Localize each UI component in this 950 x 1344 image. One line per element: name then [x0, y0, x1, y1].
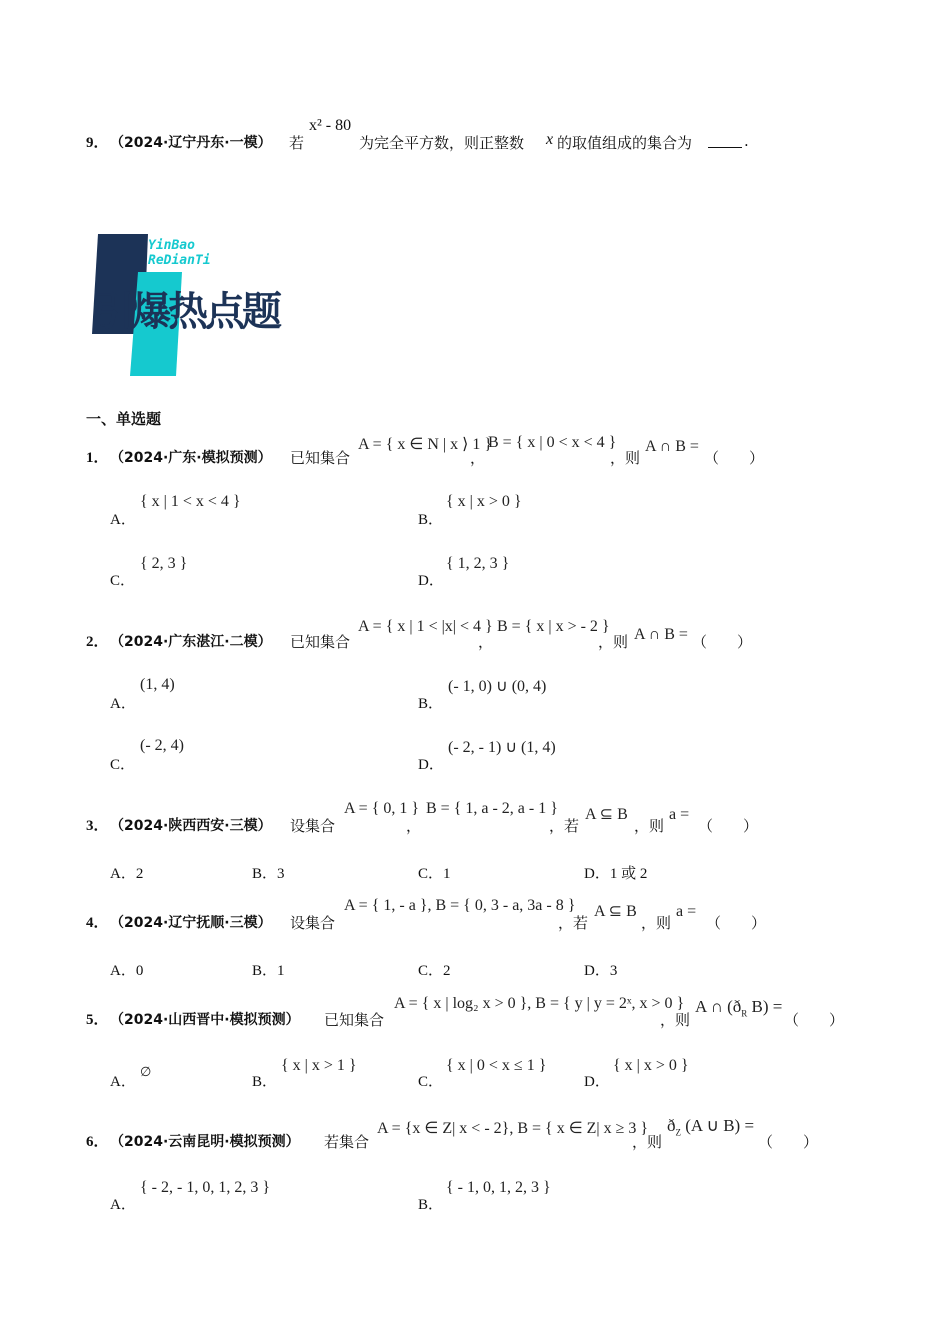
condition: A ⊆ B	[585, 806, 628, 823]
option-value: 0	[135, 963, 144, 979]
answer-paren: （ ）	[692, 633, 753, 651]
banner-pinyin-line1: YinBao	[148, 238, 195, 253]
set-list: A = { x | log₂ x > 0 }, B = { y | y = 2ˣ, x > 0 }	[394, 995, 685, 1012]
option-value: 1	[443, 866, 451, 882]
set-a: A = { x | 1 < |x| < 4 }	[358, 618, 493, 635]
answer-paren: （ ）	[706, 914, 767, 932]
question-text: 已知集合	[290, 633, 351, 651]
option-a	[110, 959, 143, 980]
question-text: ，则	[641, 914, 672, 932]
option-b	[252, 959, 285, 980]
option-label: A．	[110, 1197, 136, 1213]
question-source: （2024·山西晋中·模拟预测）	[110, 1012, 300, 1028]
question-text: ，则	[598, 633, 629, 651]
answer-paren: （ ）	[698, 817, 759, 835]
option-value: (- 1, 0) ∪ (0, 4)	[448, 678, 547, 695]
ask-part: (A ∪ B) =	[681, 1116, 755, 1135]
option-value: 1 或 2	[609, 866, 648, 882]
answer-blank	[708, 134, 742, 152]
question-text: 设集合	[290, 914, 336, 932]
question-ask: A ∩ B =	[645, 438, 699, 455]
ask-subscript: Z	[675, 1127, 681, 1138]
option-value: { 2, 3 }	[140, 555, 188, 572]
option-value: (1, 4)	[140, 676, 175, 693]
option-value: 2	[135, 866, 144, 882]
set-list: A = { 1, - a }, B = { 0, 3 - a, 3a - 8 }	[344, 897, 576, 914]
option-label: B．	[252, 1074, 278, 1090]
option-label: C．	[418, 1074, 444, 1090]
question-text: 为完全平方数，则正整数	[359, 134, 525, 152]
banner-pinyin	[148, 238, 211, 268]
option-value: 1	[277, 963, 285, 979]
question-ask: a =	[669, 806, 690, 823]
question-end: .	[744, 132, 749, 150]
question-number: 1．	[86, 450, 109, 466]
math-variable: x	[546, 131, 554, 148]
option-value: (- 2, 4)	[140, 737, 184, 754]
option-label: C．	[110, 757, 136, 773]
section-heading: 一、单选题	[86, 410, 162, 428]
option-value: { x | 1 < x < 4 }	[140, 493, 241, 510]
answer-paren: （ ）	[704, 449, 765, 467]
option-value: { x | x > 0 }	[613, 1057, 689, 1074]
question-text: 若	[289, 134, 305, 152]
option-label: B．	[252, 963, 278, 979]
option-value: { - 1, 0, 1, 2, 3 }	[446, 1179, 551, 1196]
condition: A ⊆ B	[594, 903, 637, 920]
question-text: 若集合	[324, 1133, 370, 1151]
answer-paren: （ ）	[784, 1011, 845, 1029]
option-label: B．	[418, 512, 444, 528]
math-expression: x² - 80	[309, 117, 352, 134]
option-a	[110, 862, 143, 883]
question-ask: a =	[676, 903, 697, 920]
answer-paren: （ ）	[758, 1133, 819, 1151]
question-text: 已知集合	[324, 1011, 385, 1029]
question-ask: A ∩ B =	[634, 626, 688, 643]
option-value: (- 2, - 1) ∪ (1, 4)	[448, 739, 556, 756]
option-label: A．	[110, 963, 136, 979]
set-list: A = {x ∈ Z| x < - 2}, B = { x ∈ Z| x ≥ 3 }	[377, 1120, 649, 1137]
ask-subscript: R	[741, 1008, 748, 1019]
question-text: ，则	[632, 1133, 663, 1151]
option-d	[584, 862, 647, 883]
option-label: D．	[584, 866, 610, 882]
section-banner	[92, 234, 332, 376]
set-b: B = { x | 0 < x < 4 }	[488, 434, 617, 451]
option-value: { x | x > 0 }	[446, 493, 522, 510]
question-number: 2．	[86, 634, 109, 650]
option-value: 3	[277, 866, 285, 882]
question-text: ，则	[634, 817, 665, 835]
question-number: 3．	[86, 818, 109, 834]
question-source: （2024·陕西西安·三模）	[110, 818, 272, 834]
option-label: D．	[418, 573, 444, 589]
option-label: C．	[418, 963, 444, 979]
option-label: B．	[252, 866, 278, 882]
question-number: 6．	[86, 1134, 109, 1150]
set-a: A = { 0, 1 }	[344, 800, 420, 817]
option-label: B．	[418, 1197, 444, 1213]
option-b	[252, 862, 285, 883]
question-text: ，若	[558, 914, 589, 932]
set-b: B = { x | x > - 2 }	[497, 618, 610, 635]
option-label: B．	[418, 696, 444, 712]
question-source: （2024·云南昆明·模拟预测）	[110, 1134, 300, 1150]
ask-part: B) =	[747, 997, 783, 1016]
question-text: 的取值组成的集合为	[557, 134, 693, 152]
separator: ，	[470, 449, 486, 467]
option-label: A．	[110, 1074, 136, 1090]
option-value: ∅	[140, 1064, 152, 1079]
option-label: D．	[584, 1074, 610, 1090]
question-source: （2024·广东·模拟预测）	[110, 450, 272, 466]
question-source: （2024·广东湛江·二模）	[110, 634, 272, 650]
ask-part: A ∩ (ð	[695, 997, 742, 1016]
option-label: C．	[110, 573, 136, 589]
option-value: { x | x > 1 }	[281, 1057, 357, 1074]
set-b: B = { 1, a - 2, a - 1 }	[426, 800, 558, 817]
separator: ，	[406, 817, 422, 835]
separator: ，	[478, 633, 494, 651]
banner-title: 引爆热点题	[94, 289, 279, 335]
option-d	[584, 959, 617, 980]
option-label: D．	[418, 757, 444, 773]
option-label: D．	[584, 963, 610, 979]
question-text: ，则	[610, 449, 641, 467]
question-text: ，若	[549, 817, 580, 835]
question-ask	[667, 1116, 754, 1137]
option-label: A．	[110, 866, 136, 882]
option-c	[418, 862, 451, 883]
option-c	[418, 959, 451, 980]
option-value: 2	[443, 963, 451, 979]
set-a: A = { x ∈ N | x ⟩ 1 }	[358, 436, 492, 453]
question-number: 4．	[86, 915, 109, 931]
option-label: C．	[418, 866, 444, 882]
question-ask	[695, 997, 782, 1018]
question-source: （2024·辽宁丹东·一模）	[110, 135, 272, 151]
question-text: 设集合	[290, 817, 336, 835]
option-value: 3	[609, 963, 618, 979]
option-value: { - 2, - 1, 0, 1, 2, 3 }	[140, 1179, 271, 1196]
banner-pinyin-line2: ReDianTi	[148, 253, 211, 268]
question-text: 已知集合	[290, 449, 351, 467]
question-number: 9．	[86, 135, 109, 151]
question-number: 5．	[86, 1012, 109, 1028]
option-label: A．	[110, 696, 136, 712]
option-value: { 1, 2, 3 }	[446, 555, 510, 572]
option-value: { x | 0 < x ≤ 1 }	[446, 1057, 547, 1074]
ask-part: ð	[667, 1116, 676, 1135]
option-label: A．	[110, 512, 136, 528]
question-text: ，则	[660, 1011, 691, 1029]
question-source: （2024·辽宁抚顺·三模）	[110, 915, 272, 931]
